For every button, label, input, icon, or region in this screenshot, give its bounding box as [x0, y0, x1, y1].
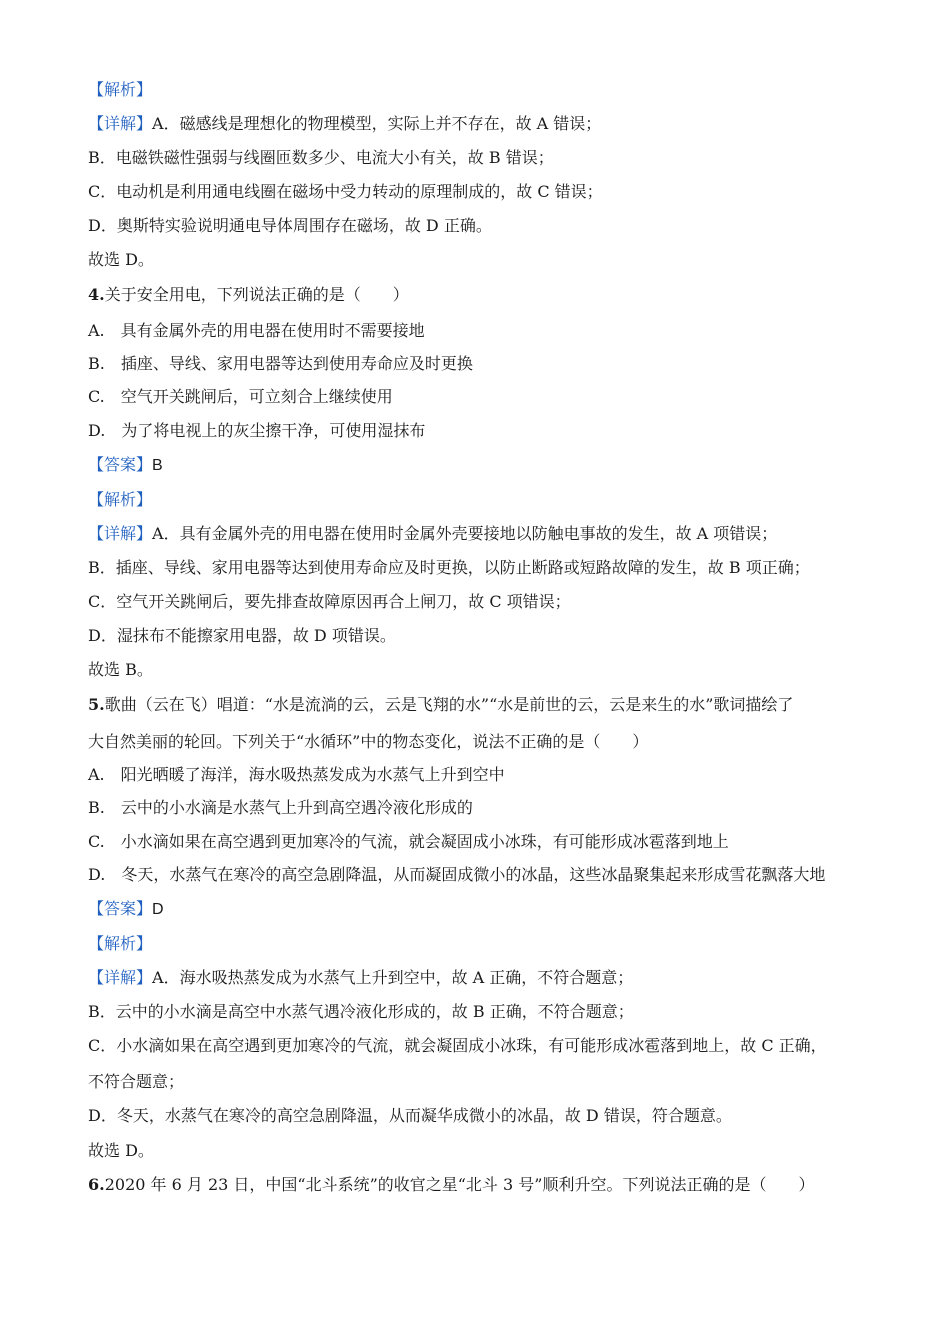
question-number: 5. — [88, 695, 105, 714]
q5-detail-c-1: C．小水滴如果在高空遇到更加寒冷的气流，就会凝固成小冰珠，有可能形成冰雹落到地上，故 C 正确， — [88, 1036, 827, 1055]
q4-answer — [88, 454, 163, 477]
q5-detail-a — [88, 967, 633, 989]
q4-option-a: A. 具有金属外壳的用电器在使用时不需要接地 — [88, 321, 425, 340]
q5-choose: 故选 D。 — [88, 1141, 154, 1160]
answer-value: B — [152, 457, 163, 474]
q4-option-b: B. 插座、导线、家用电器等达到使用寿命应及时更换 — [88, 354, 473, 373]
detail-tag: 【详解】 — [88, 968, 153, 987]
question-5-stem-1 — [88, 694, 793, 716]
detail-text: A．具有金属外壳的用电器在使用时金属外壳要接地以防触电事故的发生，故 A 项错误； — [152, 524, 778, 543]
q4-detail-a — [88, 523, 777, 545]
q4-choose: 故选 B。 — [88, 660, 153, 679]
q5-detail-b: B．云中的小水滴是高空中水蒸气遇冷液化形成的，故 B 正确，不符合题意； — [88, 1002, 634, 1021]
question-number: 6. — [88, 1175, 105, 1194]
detail-tag: 【详解】 — [88, 114, 153, 133]
analysis-tag: 【解析】 — [88, 80, 153, 99]
q5-detail-d: D．冬天，水蒸气在寒冷的高空急剧降温，从而凝华成微小的冰晶，故 D 错误，符合题意。 — [88, 1106, 732, 1125]
choose-line: 故选 D。 — [88, 250, 154, 269]
q4-detail-b: B．插座、导线、家用电器等达到使用寿命应及时更换，以防止断路或短路故障的发生，故 B 项正确； — [88, 558, 810, 577]
q5-detail-c-2: 不符合题意； — [88, 1072, 185, 1091]
q4-detail-d: D．湿抹布不能擦家用电器，故 D 项错误。 — [88, 626, 396, 645]
answer-tag: 【答案】 — [88, 455, 153, 474]
question-5-stem-2: 大自然美丽的轮回。下列关于“水循环”中的物态变化，说法不正确的是（ ） — [88, 732, 649, 751]
detail-line-a — [88, 113, 601, 135]
q5-option-d: D. 冬天，水蒸气在寒冷的高空急剧降温，从而凝固成微小的冰晶，这些冰晶聚集起来形成雪花飘落大地 — [88, 865, 826, 884]
q4-option-c: C. 空气开关跳闸后，可立刻合上继续使用 — [88, 387, 393, 406]
question-text: 歌曲（云在飞）唱道：“水是流淌的云，云是飞翔的水”“水是前世的云，云是来生的水”歌词描绘了 — [104, 695, 794, 714]
q4-detail-c: C．空气开关跳闸后，要先排查故障原因再合上闸刀，故 C 项错误； — [88, 592, 571, 611]
detail-tag: 【详解】 — [88, 524, 153, 543]
detail-text: A．磁感线是理想化的物理模型，实际上并不存在，故 A 错误； — [152, 114, 602, 133]
detail-text: A．海水吸热蒸发成为水蒸气上升到空中，故 A 正确，不符合题意； — [152, 968, 634, 987]
question-4-stem — [88, 284, 409, 306]
detail-line-c: C．电动机是利用通电线圈在磁场中受力转动的原理制成的，故 C 错误； — [88, 182, 603, 201]
q5-analysis-tag: 【解析】 — [88, 934, 153, 953]
question-text: 关于安全用电，下列说法正确的是（ ） — [104, 285, 409, 304]
q4-option-d: D. 为了将电视上的灰尘擦干净，可使用湿抹布 — [88, 421, 426, 440]
detail-line-d: D．奥斯特实验说明通电导体周围存在磁场，故 D 正确。 — [88, 216, 492, 235]
q5-option-b: B. 云中的小水滴是水蒸气上升到高空遇冷液化形成的 — [88, 798, 473, 817]
q4-analysis-tag: 【解析】 — [88, 490, 153, 509]
question-6-stem — [88, 1174, 814, 1196]
answer-tag: 【答案】 — [88, 899, 153, 918]
q5-option-a: A. 阳光晒暖了海洋，海水吸热蒸发成为水蒸气上升到空中 — [88, 765, 505, 784]
detail-line-b: B．电磁铁磁性强弱与线圈匝数多少、电流大小有关，故 B 错误； — [88, 148, 554, 167]
question-text: 2020 年 6 月 23 日，中国“北斗系统”的收官之星“北斗 3 号”顺利升空。下列说法正确的是（ ） — [104, 1175, 815, 1194]
q5-option-c: C. 小水滴如果在高空遇到更加寒冷的气流，就会凝固成小冰珠，有可能形成冰雹落到地上 — [88, 832, 729, 851]
q5-answer — [88, 898, 164, 921]
answer-value: D — [152, 901, 164, 918]
question-number: 4. — [88, 285, 105, 304]
